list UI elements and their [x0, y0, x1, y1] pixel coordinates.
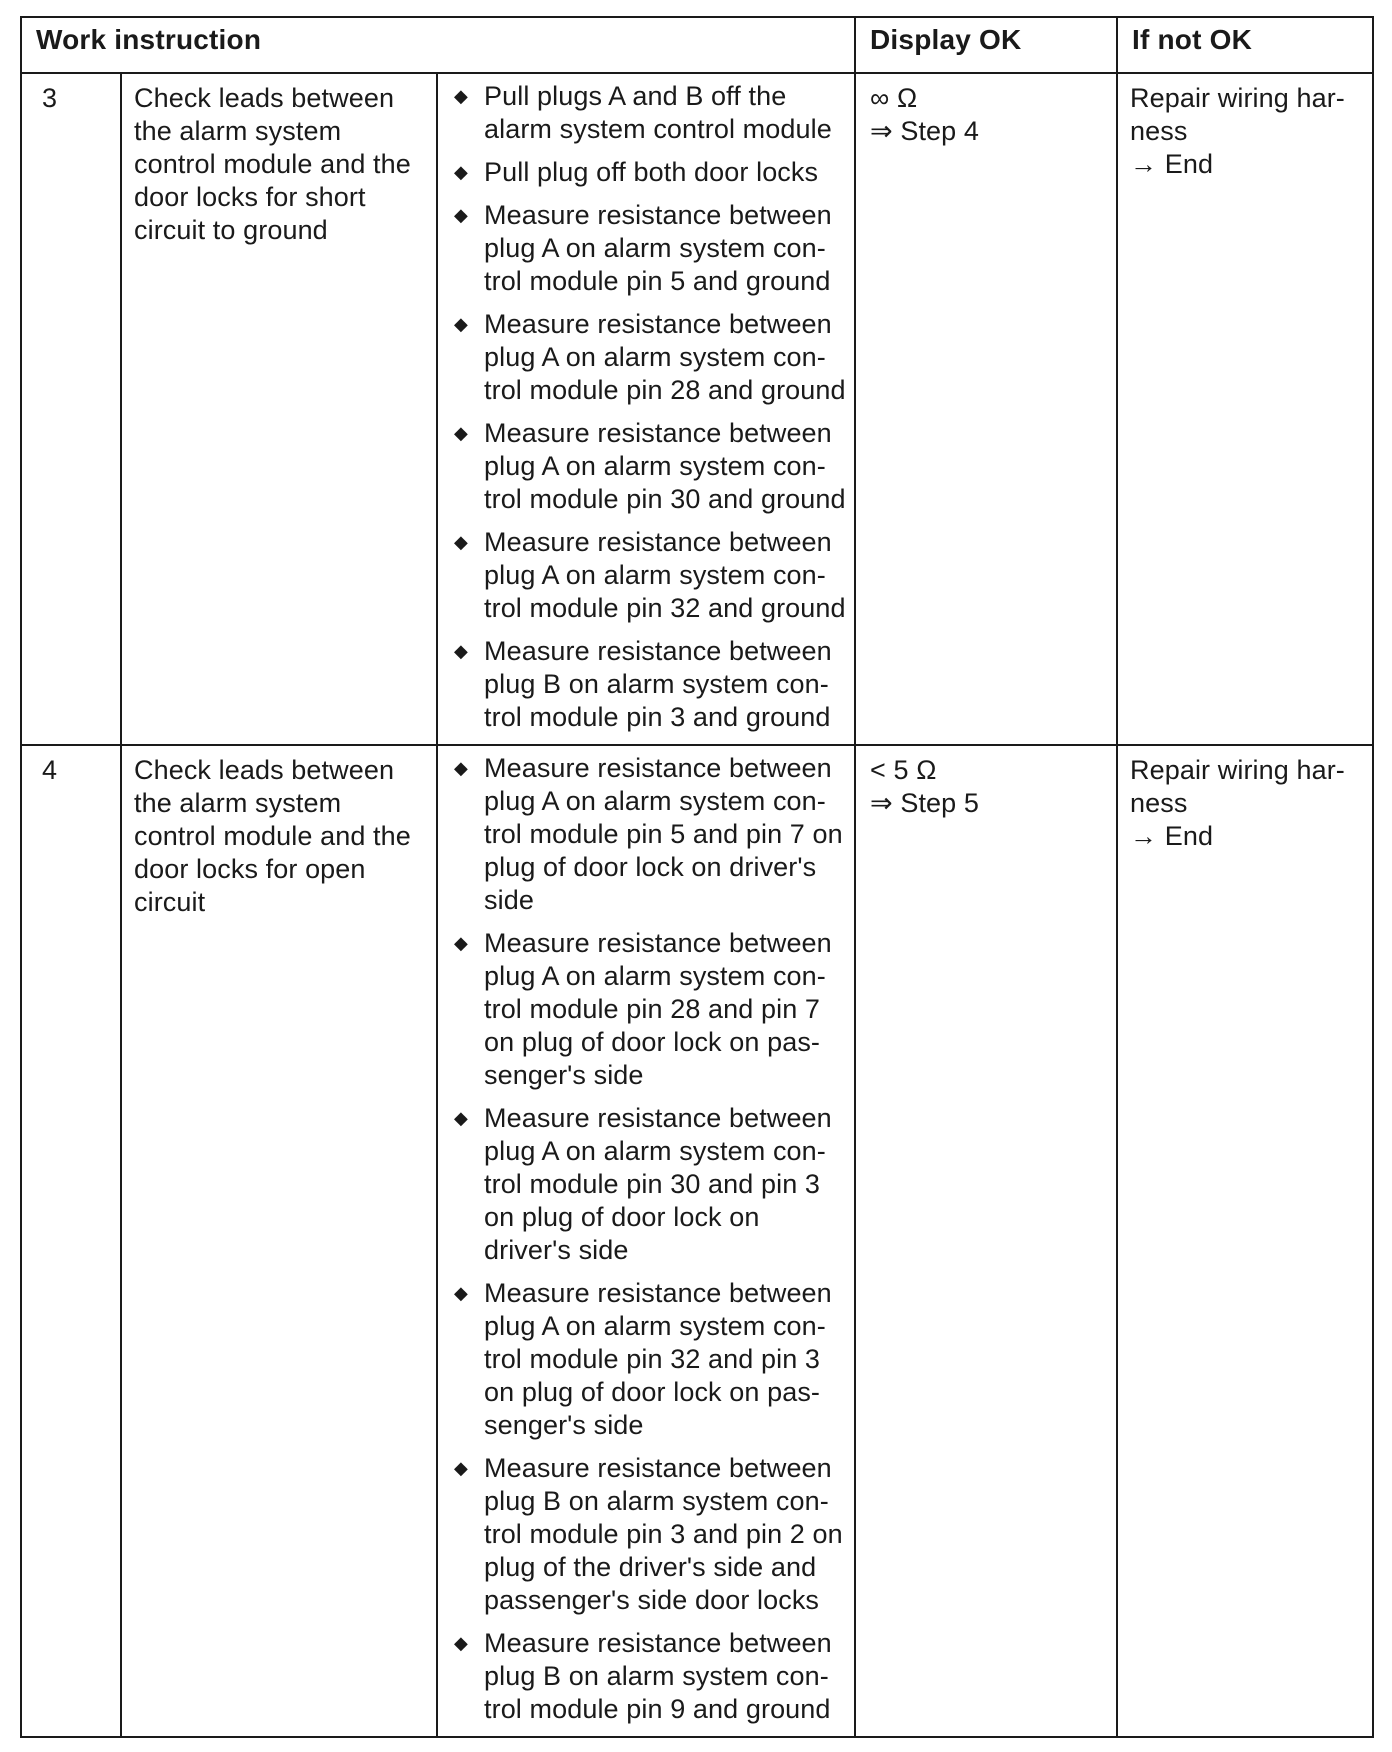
work-instruction-table [20, 16, 1374, 1738]
diamond-bullet-icon: ◆ [454, 314, 468, 334]
diamond-bullet-icon: ◆ [454, 1633, 468, 1653]
not-ok-action: Repair wiring har- ness [1130, 755, 1345, 818]
diamond-bullet-icon: ◆ [454, 641, 468, 661]
diamond-bullet-icon: ◆ [454, 1108, 468, 1128]
step-description: Check leads between the alarm system control module and the door locks for open circuit [134, 755, 411, 917]
list-item: ◆ Measure resistance between plug A on alarm system con- trol module pin 28 and pin 7 on plug of door lock on pas- senger's side [454, 928, 832, 1090]
display-next-step: ⇒ Step 5 [870, 788, 980, 818]
display-value: < 5 Ω [870, 755, 937, 785]
instruction-list [448, 80, 848, 734]
list-item: ◆ Measure resistance between plug A on alarm system con- trol module pin 32 and pin 3 on plug of door lock on pas- senger's side [454, 1278, 832, 1440]
display-next-step: ⇒ Step 4 [870, 116, 980, 146]
display-value: ∞ Ω [870, 83, 918, 113]
diamond-bullet-icon: ◆ [454, 1458, 468, 1478]
step-number: 3 [42, 83, 58, 113]
list-item: ◆ Measure resistance between plug B on alarm system con- trol module pin 9 and ground [454, 1628, 832, 1724]
diamond-bullet-icon: ◆ [454, 933, 468, 953]
table-header-row [21, 17, 1373, 73]
not-ok-next: → End [1130, 821, 1214, 851]
not-ok-action: Repair wiring har- ness [1130, 83, 1345, 146]
header-display-ok: Display OK [855, 17, 1117, 73]
list-item: ◆ Measure resistance between plug A on alarm system con- trol module pin 28 and ground [454, 309, 846, 405]
step-number: 4 [42, 755, 58, 785]
instruction-list [448, 752, 848, 1726]
diamond-bullet-icon: ◆ [454, 162, 468, 182]
list-item: ◆ Pull plugs A and B off the alarm system control module [454, 81, 832, 144]
header-work-instruction: Work instruction [21, 17, 855, 73]
diamond-bullet-icon: ◆ [454, 86, 468, 106]
list-item: ◆ Measure resistance between plug A on alarm system con- trol module pin 32 and ground [454, 527, 846, 623]
list-item: ◆ Measure resistance between plug A on alarm system con- trol module pin 5 and pin 7 on plug of door lock on driver's side [454, 753, 843, 915]
table-row [21, 73, 1373, 745]
not-ok-next: → End [1130, 149, 1214, 179]
diamond-bullet-icon: ◆ [454, 1283, 468, 1303]
list-item: ◆ Measure resistance between plug A on alarm system con- trol module pin 30 and ground [454, 418, 846, 514]
table-row [21, 745, 1373, 1737]
header-if-not-ok: If not OK [1117, 17, 1373, 73]
diamond-bullet-icon: ◆ [454, 758, 468, 778]
list-item: ◆ Measure resistance between plug A on alarm system con- trol module pin 5 and ground [454, 200, 832, 296]
list-item: ◆ Measure resistance between plug B on alarm system con- trol module pin 3 and ground [454, 636, 832, 732]
diamond-bullet-icon: ◆ [454, 205, 468, 225]
step-description: Check leads between the alarm system control module and the door locks for short circuit to ground [134, 83, 411, 245]
work-instruction-page [20, 16, 1372, 1738]
diamond-bullet-icon: ◆ [454, 423, 468, 443]
list-item: ◆ Measure resistance between plug A on alarm system con- trol module pin 30 and pin 3 on plug of door lock on driver's side [454, 1103, 832, 1265]
list-item: ◆ Measure resistance between plug B on alarm system con- trol module pin 3 and pin 2 on plug of the driver's side and passenger's side door locks [454, 1453, 843, 1615]
list-item: ◆ Pull plug off both door locks [454, 157, 819, 187]
diamond-bullet-icon: ◆ [454, 532, 468, 552]
